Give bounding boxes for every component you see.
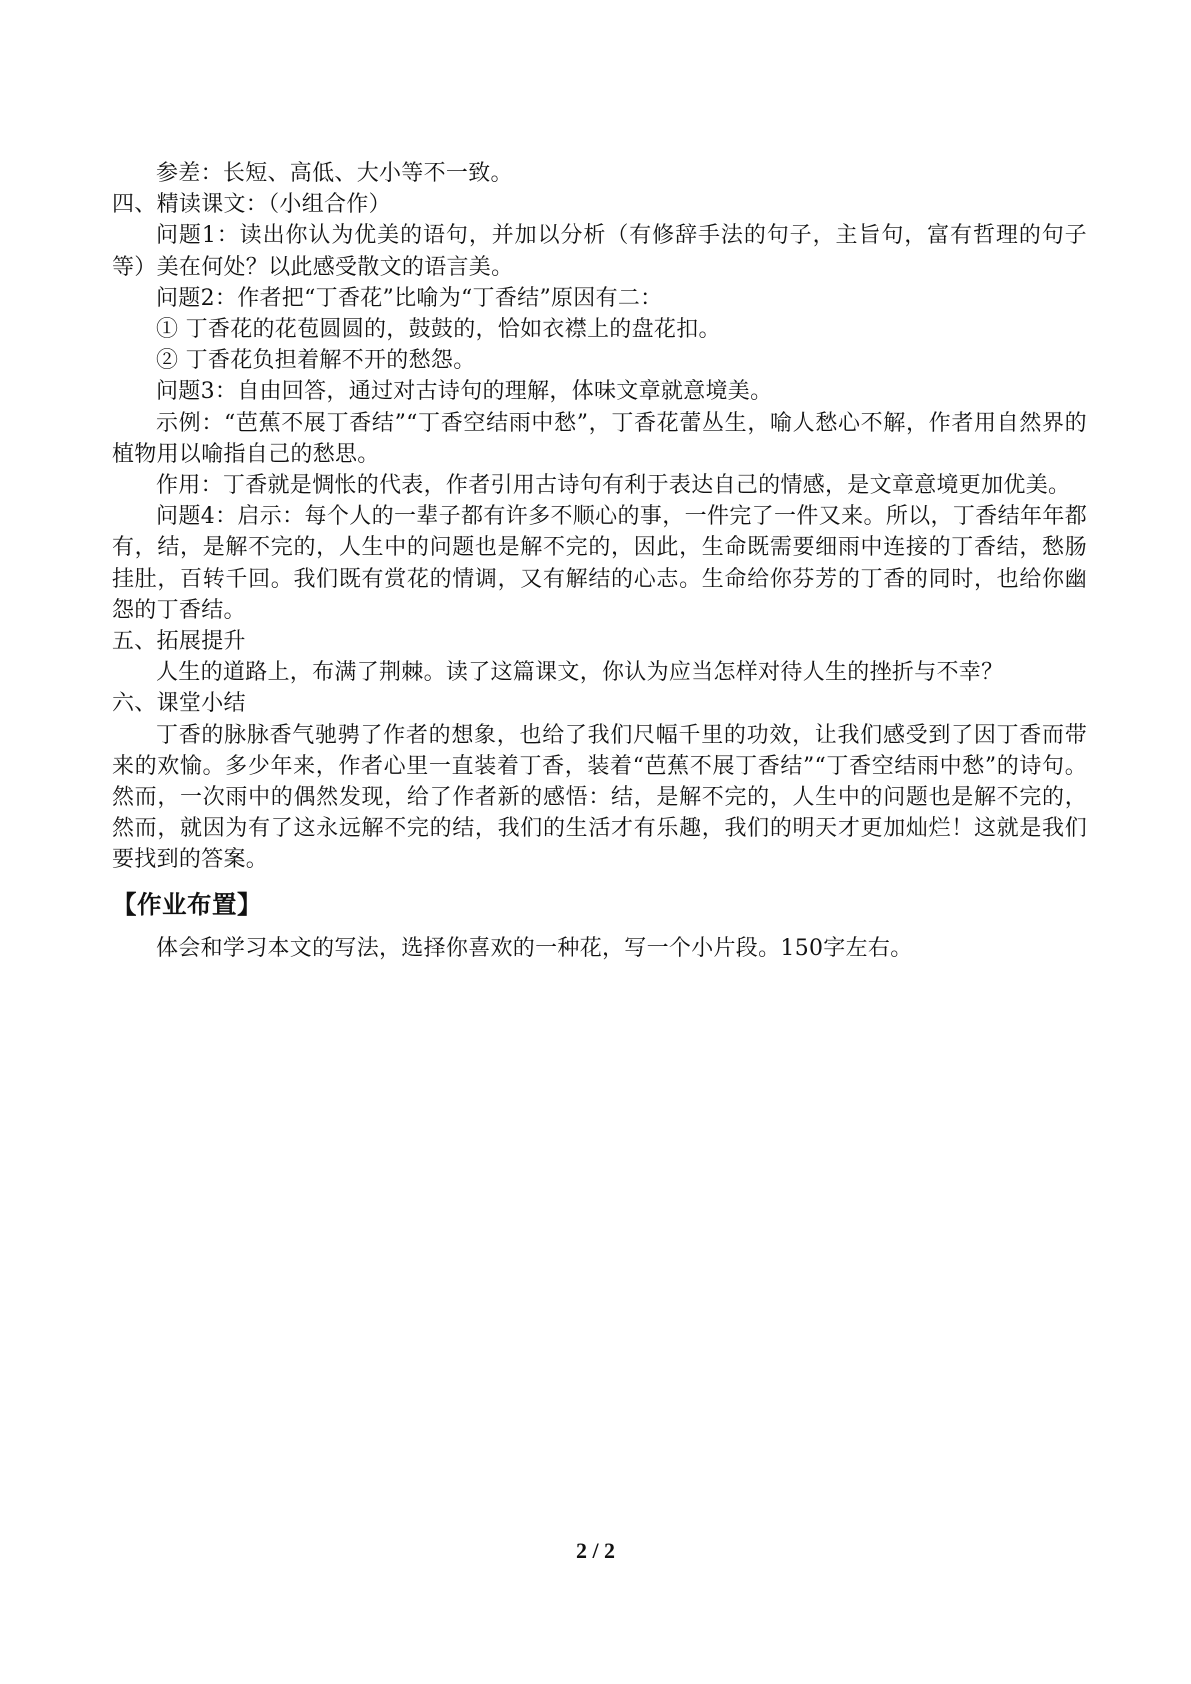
document-body <box>112 158 1087 964</box>
body-paragraph: 问题1：读出你认为优美的语句，并加以分析（有修辞手法的句子，主旨句，富有哲理的句子等）美在何处？以此感受散文的语言美。 <box>112 223 1087 280</box>
section-heading: 四、精读课文：（小组合作） <box>112 192 391 218</box>
list-item: ① 丁香花的花苞圆圆的，鼓鼓的，恰如衣襟上的盘花扣。 <box>156 317 721 343</box>
section-heading: 五、拓展提升 <box>112 629 246 655</box>
body-paragraph: 问题3：自由回答，通过对古诗句的理解，体味文章就意境美。 <box>156 379 773 405</box>
list-item: ② 丁香花负担着解不开的愁怨。 <box>156 348 476 374</box>
page-number: 2 / 2 <box>575 1538 616 1563</box>
homework-title: 【作业布置】 <box>112 889 262 919</box>
body-paragraph: 人生的道路上，布满了荆棘。读了这篇课文，你认为应当怎样对待人生的挫折与不幸？ <box>156 660 1004 686</box>
body-paragraph: 丁香的脉脉香气驰骋了作者的想象，也给了我们尺幅千里的功效，让我们感受到了因丁香而带来的欢愉。多少年来，作者心里一直装着丁香，装着“芭蕉不展丁香结”“丁香空结雨中愁”的诗句。然而，一次雨中的偶然发现，给了作者新的感悟：结，是解不完的，人生中的问题也是解不完的，然而，就因为有了这永远解不完的结，我们的生活才有乐趣，我们的明天才更加灿烂！这就是我们要找到的答案。 <box>112 722 1087 873</box>
section-heading: 六、课堂小结 <box>112 691 246 717</box>
body-paragraph: 示例：“芭蕉不展丁香结”“丁香空结雨中愁”，丁香花蕾丛生，喻人愁心不解，作者用自然界的植物用以喻指自己的愁思。 <box>112 410 1087 467</box>
body-paragraph: 问题2：作者把“丁香花”比喻为“丁香结”原因有二： <box>156 285 663 311</box>
body-paragraph: 问题4：启示：每个人的一辈子都有许多不顺心的事，一件完了一件又来。所以，丁香结年年都有，结，是解不完的，人生中的问题也是解不完的，因此，生命既需要细雨中连接的丁香结，愁肠挂肚，百转千回。我们既有赏花的情调，又有解结的心志。生命给你芬芳的丁香的同时，也给你幽怨的丁香结。 <box>112 504 1087 623</box>
body-paragraph: 参差：长短、高低、大小等不一致。 <box>156 161 513 186</box>
body-paragraph: 作用：丁香就是惆怅的代表，作者引用古诗句有利于表达自己的情感，是文章意境更加优美。 <box>156 473 1071 499</box>
homework-text: 体会和学习本文的写法，选择你喜欢的一种花，写一个小片段。150字左右。 <box>156 935 913 961</box>
